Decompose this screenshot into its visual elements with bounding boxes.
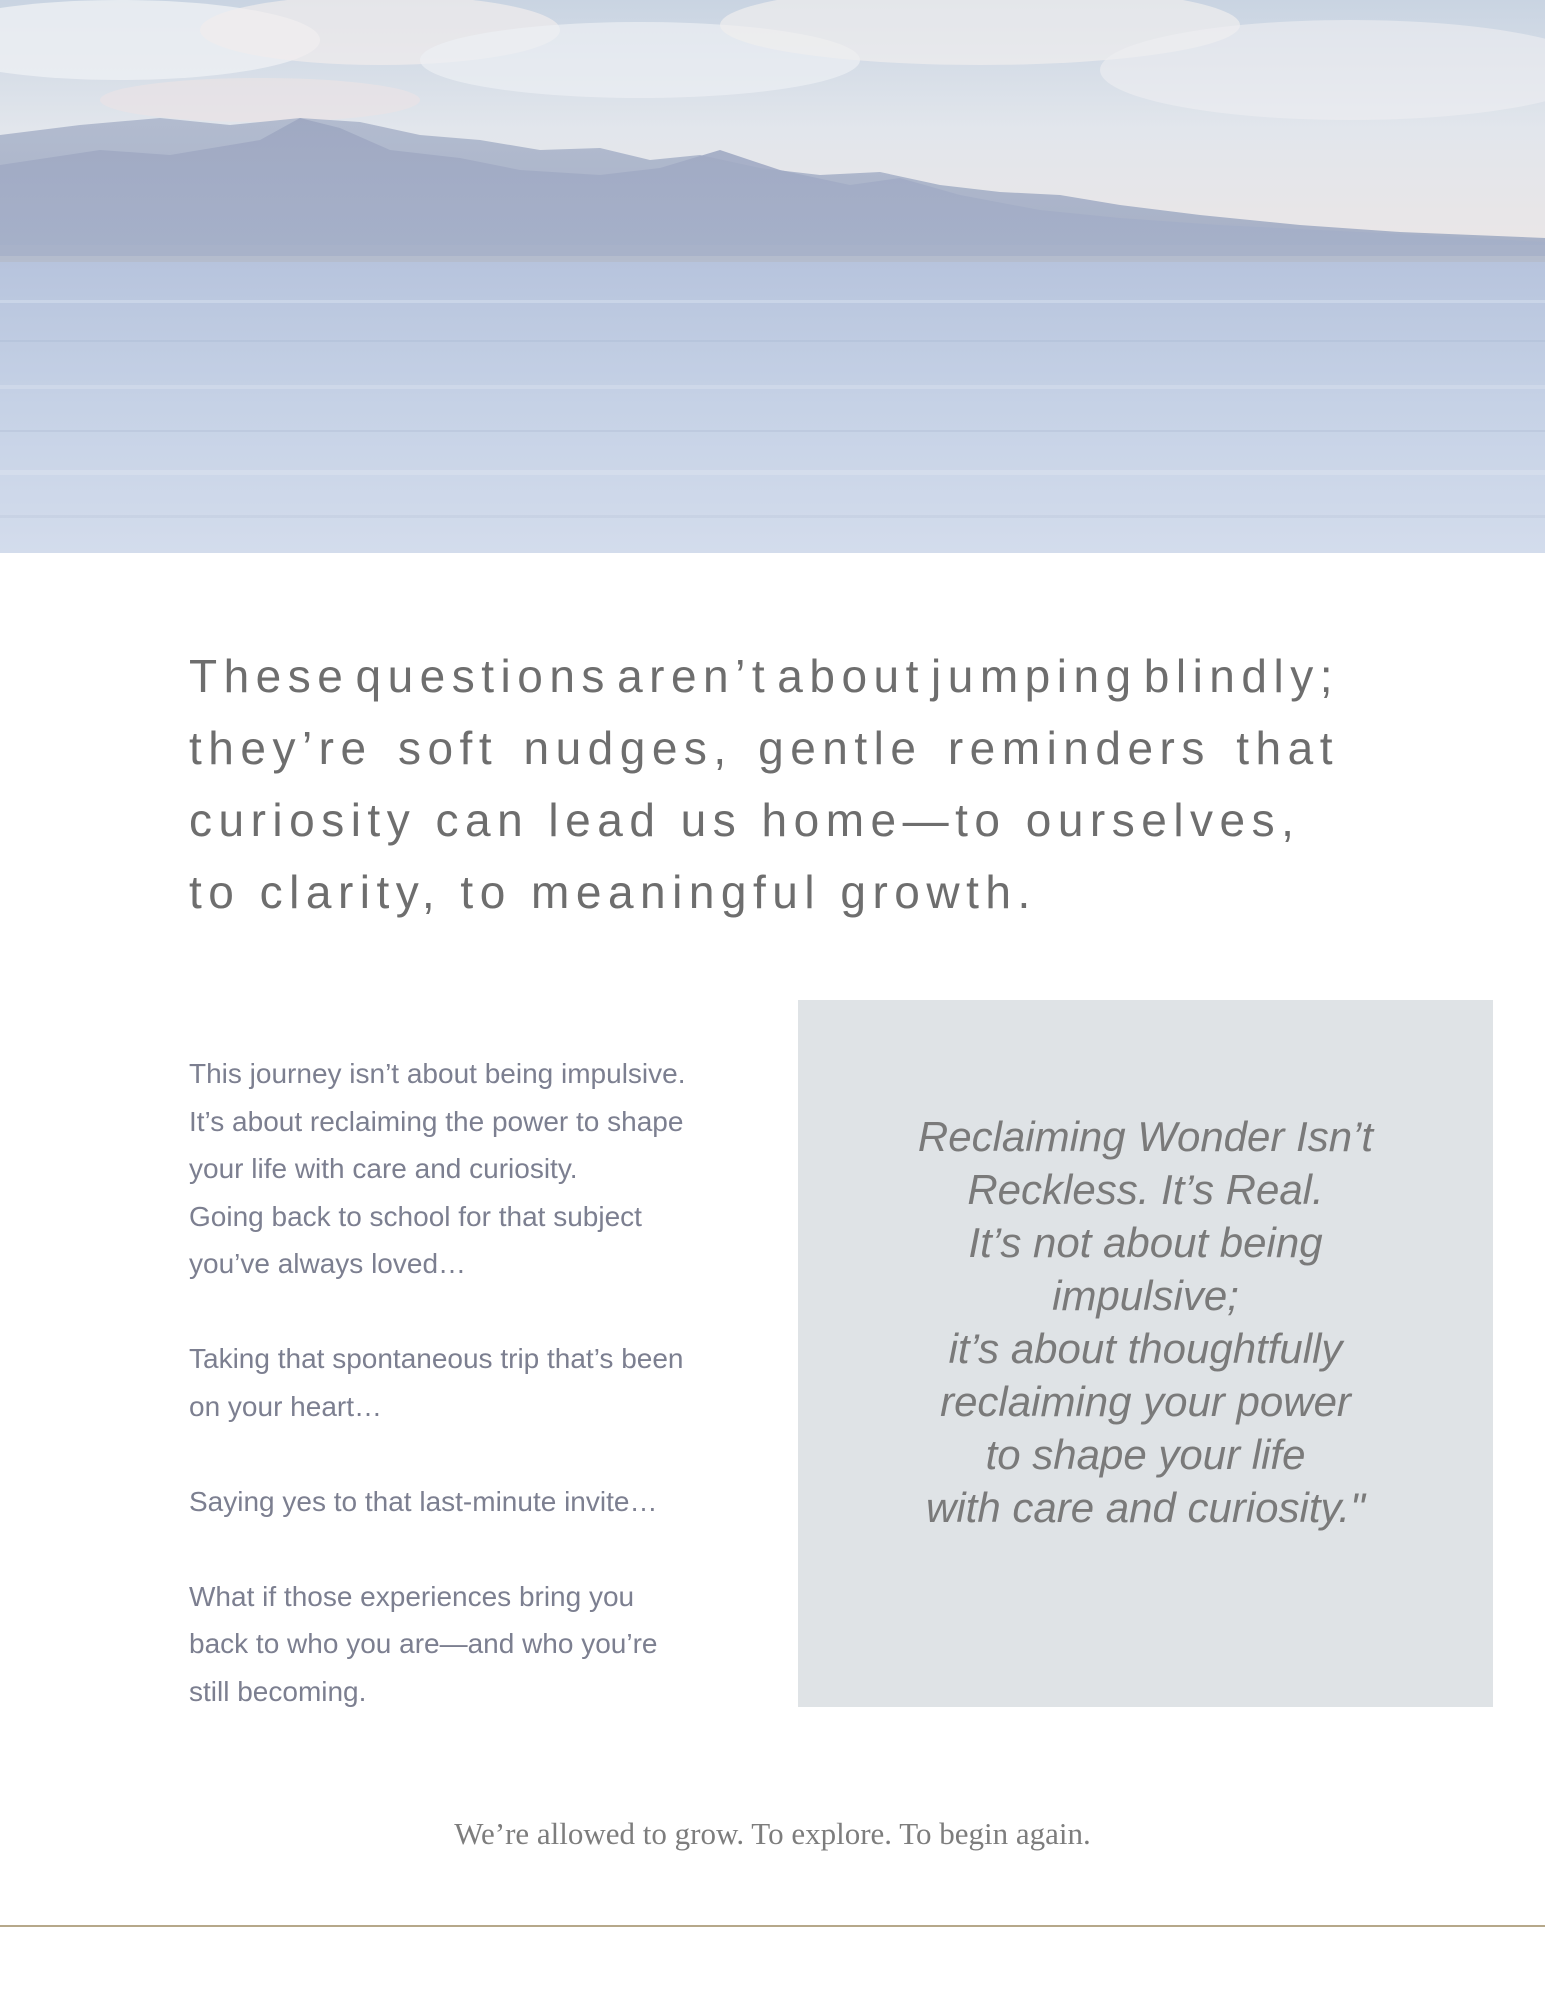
body-line: your life with care and curiosity. bbox=[189, 1153, 578, 1184]
body-line: back to who you are—and who you’re bbox=[189, 1628, 658, 1659]
intro-line-1 bbox=[189, 640, 1339, 712]
intro-word: soft bbox=[397, 722, 499, 774]
quote-line: Reckless. It’s Real. bbox=[967, 1166, 1324, 1213]
intro-word: about bbox=[777, 650, 925, 702]
body-line: It’s about reclaiming the power to shape bbox=[189, 1105, 684, 1137]
quote-line: impulsive; bbox=[1052, 1272, 1239, 1319]
body-line: you’ve always loved… bbox=[189, 1248, 467, 1279]
pull-quote-text bbox=[798, 1110, 1493, 1534]
body-paragraph bbox=[189, 1050, 749, 1288]
intro-word: nudges, bbox=[523, 722, 733, 774]
body-text-column bbox=[189, 1050, 749, 1715]
intro-word: that bbox=[1236, 722, 1339, 774]
body-line: This journey isn’t about being impulsive. bbox=[189, 1058, 686, 1089]
intro-paragraph bbox=[189, 640, 1339, 928]
body-paragraph bbox=[189, 1478, 749, 1526]
body-line: still becoming. bbox=[189, 1675, 367, 1707]
intro-word: These bbox=[189, 650, 350, 702]
body-line: What if those experiences bring you bbox=[189, 1580, 635, 1612]
intro-line-2 bbox=[189, 712, 1339, 784]
quote-line: reclaiming your power bbox=[940, 1378, 1351, 1425]
quote-line: Reclaiming Wonder Isn’t bbox=[917, 1113, 1374, 1160]
hero-landscape-image bbox=[0, 0, 1545, 553]
body-paragraph bbox=[189, 1335, 749, 1430]
intro-word: they’re bbox=[189, 722, 373, 774]
bottom-divider bbox=[0, 1925, 1545, 1927]
body-line: Taking that spontaneous trip that’s been bbox=[189, 1343, 684, 1374]
body-line: Saying yes to that last-minute invite… bbox=[189, 1485, 658, 1517]
quote-line: with care and curiosity." bbox=[926, 1484, 1365, 1531]
quote-line: it’s about thoughtfully bbox=[948, 1325, 1343, 1372]
intro-line-4: to clarity, to meaningful growth. bbox=[189, 866, 1037, 918]
intro-word: questions bbox=[355, 650, 611, 702]
body-line: Going back to school for that subject bbox=[189, 1200, 642, 1232]
intro-word: aren’t bbox=[617, 650, 772, 702]
closing-statement: We’re allowed to grow. To explore. To begin again. bbox=[454, 1816, 1091, 1851]
quote-line: It’s not about being bbox=[968, 1219, 1323, 1266]
intro-line-3: curiosity can lead us home—to ourselves, bbox=[189, 794, 1301, 846]
intro-word: gentle bbox=[758, 722, 923, 774]
body-paragraph bbox=[189, 1573, 749, 1716]
landscape-illustration bbox=[0, 0, 1545, 553]
pull-quote-box bbox=[798, 1000, 1493, 1707]
intro-word: jumping bbox=[931, 650, 1138, 702]
quote-line: to shape your life bbox=[985, 1431, 1306, 1478]
body-line: on your heart… bbox=[189, 1390, 382, 1422]
intro-word: blindly; bbox=[1143, 650, 1339, 702]
intro-word: reminders bbox=[947, 722, 1211, 774]
